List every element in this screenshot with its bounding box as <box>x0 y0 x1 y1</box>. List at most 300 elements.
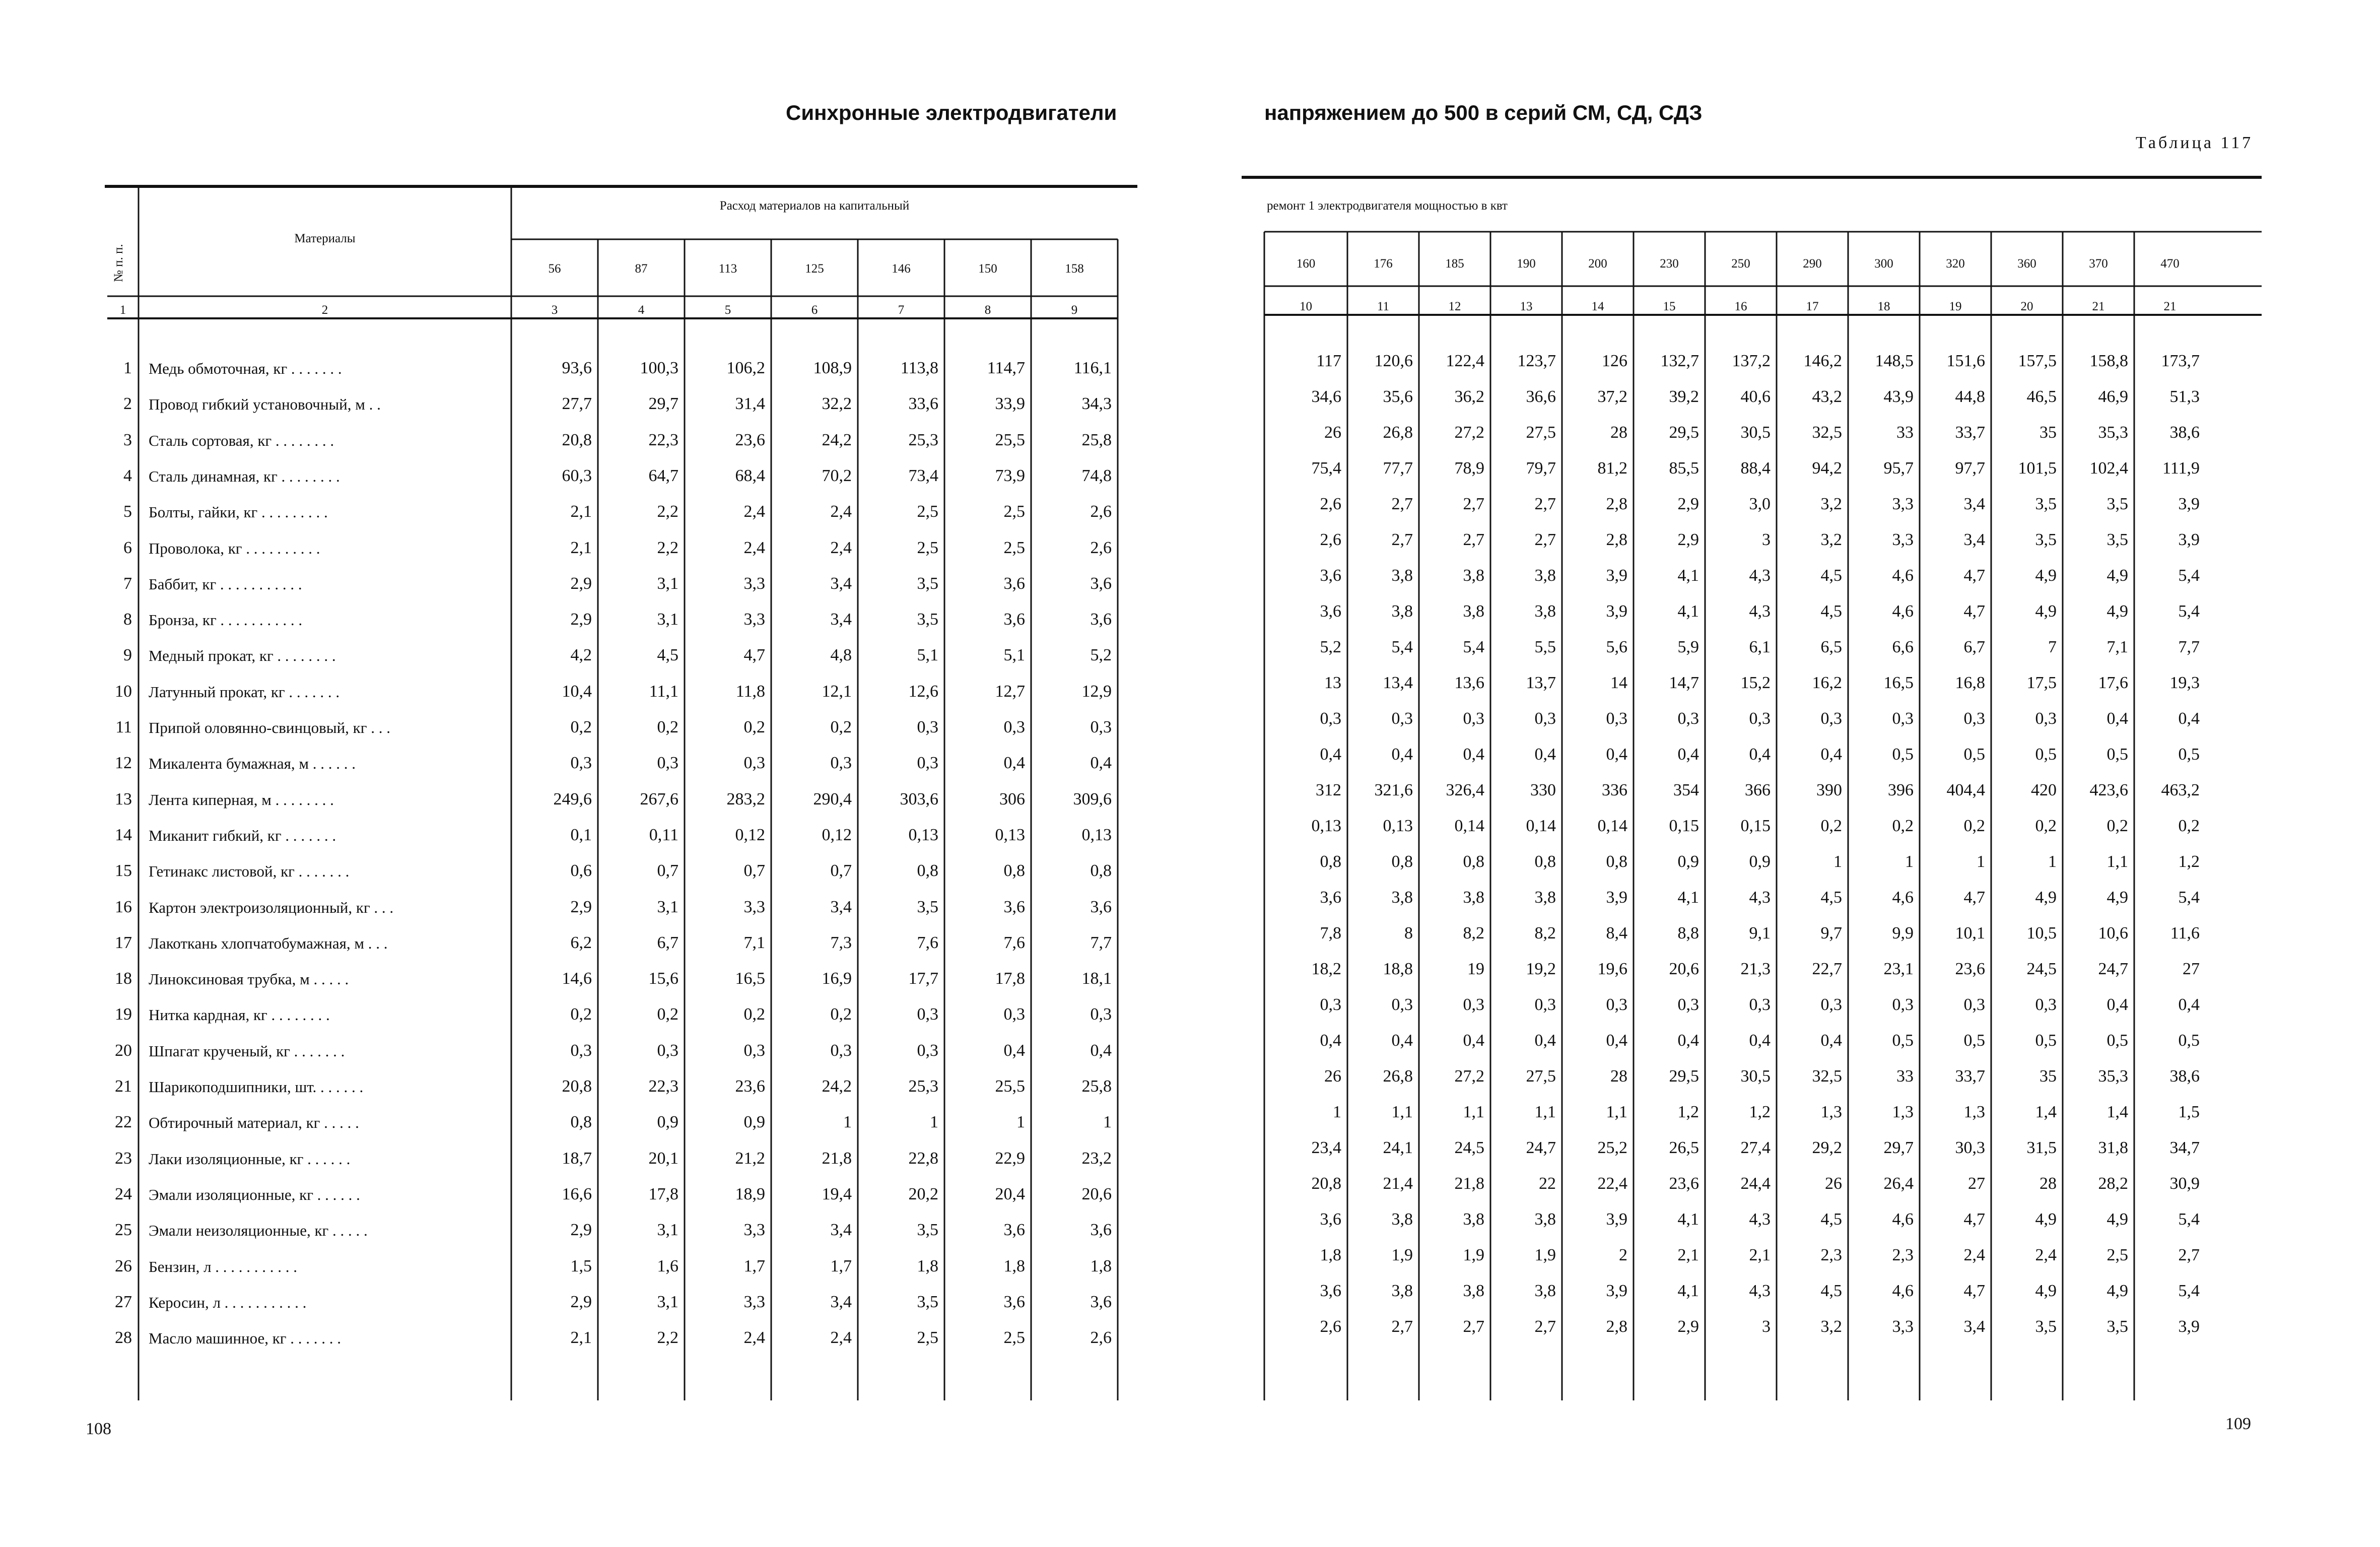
row-number: 10 <box>115 682 132 701</box>
table-cell: 404,4 <box>1946 781 1985 799</box>
table-cell: 31,8 <box>2098 1138 2128 1157</box>
table-cell: 2,9 <box>570 897 592 916</box>
table-cell: 0,4 <box>1090 1041 1112 1060</box>
table-cell: 2,9 <box>1677 1317 1699 1336</box>
material-name: Линоксиновая трубка, м . . . . . <box>149 970 349 988</box>
table-cell: 21,8 <box>822 1149 852 1168</box>
table-cell: 1,8 <box>1090 1256 1112 1275</box>
material-name: Картон электроизоляционный, кг . . . <box>149 898 394 916</box>
table-cell: 1,5 <box>2178 1103 2200 1121</box>
table-cell: 5,6 <box>1606 638 1627 656</box>
table-cell: 0,4 <box>1820 745 1842 764</box>
table-cell: 7,1 <box>743 933 765 952</box>
table-cell: 0,4 <box>1677 745 1699 764</box>
table-cell: 336 <box>1602 781 1627 799</box>
table-cell: 3,9 <box>1606 888 1627 907</box>
header-colnum: 3 <box>551 303 558 317</box>
table-cell: 10,1 <box>1955 924 1985 943</box>
table-cell: 3,3 <box>743 1292 765 1311</box>
table-cell: 0,8 <box>1320 852 1341 871</box>
table-cell: 0,3 <box>570 1041 592 1060</box>
table-cell: 38,6 <box>2169 423 2200 442</box>
table-cell: 0,11 <box>649 825 678 844</box>
table-cell: 20,6 <box>1081 1184 1112 1203</box>
table-cell: 4,7 <box>1963 1282 1985 1300</box>
table-cell: 1,8 <box>1003 1256 1025 1275</box>
table-cell: 10,5 <box>2026 924 2057 943</box>
table-cell: 6,7 <box>1963 638 1985 656</box>
table-cell: 3,1 <box>657 897 678 916</box>
table-cell: 14,6 <box>562 969 592 988</box>
table-cell: 0,15 <box>1669 817 1699 835</box>
table-cell: 8,2 <box>1463 924 1484 943</box>
table-cell: 13,6 <box>1454 674 1484 692</box>
table-cell: 0,14 <box>1454 817 1484 835</box>
material-name: Керосин, л . . . . . . . . . . . <box>149 1293 307 1311</box>
row-number: 4 <box>123 466 132 485</box>
header-power: 56 <box>548 262 561 276</box>
table-cell: 4,6 <box>1892 566 1914 585</box>
table-cell: 2,8 <box>1606 1317 1627 1336</box>
table-cell: 14 <box>1610 674 1627 692</box>
row-number: 28 <box>115 1328 132 1348</box>
table-cell: 0,3 <box>1534 709 1556 728</box>
table-cell: 3,1 <box>657 610 678 629</box>
table-cell: 0,14 <box>1526 817 1556 835</box>
table-cell: 0,8 <box>1090 861 1112 881</box>
table-cell: 330 <box>1530 781 1556 799</box>
row-number: 27 <box>115 1292 132 1311</box>
table-cell: 2,7 <box>1534 495 1556 513</box>
table-cell: 6,1 <box>1749 638 1771 656</box>
table-cell: 18,1 <box>1081 969 1112 988</box>
table-cell: 24,5 <box>1454 1138 1484 1157</box>
table-cell: 4,7 <box>1963 888 1985 907</box>
table-cell: 27 <box>2183 960 2200 978</box>
table-cell: 4,5 <box>1820 566 1842 585</box>
row-number: 2 <box>123 394 132 414</box>
table-cell: 366 <box>1745 781 1771 799</box>
table-cell: 24,2 <box>822 430 852 449</box>
header-colnum: 15 <box>1663 300 1676 313</box>
table-cell: 0,8 <box>1003 861 1025 881</box>
material-name: Лаки изоляционные, кг . . . . . . <box>149 1150 351 1168</box>
header-colnum: 17 <box>1806 300 1819 313</box>
table-cell: 0,7 <box>830 861 852 881</box>
table-cell: 137,2 <box>1732 352 1771 370</box>
table-cell: 4,9 <box>2035 602 2057 621</box>
table-cell: 0,4 <box>1391 1031 1413 1050</box>
material-name: Латунный прокат, кг . . . . . . . <box>149 683 340 701</box>
table-cell: 29,2 <box>1812 1138 1842 1157</box>
table-cell: 3,3 <box>743 610 765 629</box>
table-cell: 1,2 <box>1749 1103 1771 1121</box>
table-cell: 0,5 <box>2106 1031 2128 1050</box>
table-cell: 64,7 <box>648 466 678 485</box>
table-cell: 173,7 <box>2161 352 2200 370</box>
table-cell: 4,1 <box>1677 1282 1699 1300</box>
table-cell: 0,4 <box>1749 1031 1771 1050</box>
material-name: Эмали неизоляционные, кг . . . . . <box>149 1222 368 1240</box>
table-cell: 0,5 <box>2106 745 2128 764</box>
table-cell: 1,6 <box>657 1256 678 1275</box>
table-cell: 0,4 <box>1320 1031 1341 1050</box>
table-cell: 2,7 <box>1463 530 1484 549</box>
table-cell: 4,7 <box>743 646 765 665</box>
table-cell: 101,5 <box>2018 459 2057 478</box>
header-colnum: 6 <box>811 303 818 317</box>
table-cell: 3,6 <box>1003 574 1025 593</box>
table-cell: 2,5 <box>917 538 938 557</box>
table-cell: 0,3 <box>1749 709 1771 728</box>
table-cell: 30,5 <box>1740 1067 1771 1086</box>
table-cell: 0,4 <box>1749 745 1771 764</box>
table-cell: 26 <box>1324 423 1341 442</box>
header-colnum: 5 <box>724 303 731 317</box>
table-cell: 4,7 <box>1963 602 1985 621</box>
table-cell: 3,1 <box>657 1221 678 1240</box>
header-colnum: 13 <box>1520 300 1533 313</box>
table-cell: 3,8 <box>1391 888 1413 907</box>
table-cell: 26 <box>1324 1067 1341 1086</box>
table-cell: 3,5 <box>917 574 938 593</box>
table-cell: 7,8 <box>1320 924 1341 943</box>
table-cell: 0,9 <box>657 1113 678 1132</box>
table-cell: 38,6 <box>2169 1067 2200 1086</box>
table-cell: 6,6 <box>1892 638 1914 656</box>
table-cell: 33,7 <box>1955 1067 1985 1086</box>
table-cell: 1,9 <box>1463 1246 1484 1264</box>
table-cell: 4,6 <box>1892 1210 1914 1229</box>
table-cell: 3,5 <box>2106 495 2128 513</box>
table-cell: 0,9 <box>1749 852 1771 871</box>
table-cell: 2,5 <box>1003 1328 1025 1348</box>
table-cell: 12,7 <box>995 682 1025 701</box>
table-cell: 0,3 <box>2035 995 2057 1014</box>
table-cell: 2,4 <box>830 538 852 557</box>
table-cell: 3,8 <box>1391 566 1413 585</box>
header-power: 250 <box>1731 257 1750 271</box>
row-number: 16 <box>115 897 132 916</box>
table-cell: 148,5 <box>1875 352 1914 370</box>
table-cell: 0,4 <box>1677 1031 1699 1050</box>
table-cell: 111,9 <box>2162 459 2200 478</box>
table-cell: 26 <box>1825 1174 1842 1193</box>
table-cell: 3,5 <box>917 1292 938 1311</box>
table-cell: 16,5 <box>1883 674 1914 692</box>
table-cell: 3,6 <box>1090 897 1112 916</box>
table-cell: 2,7 <box>1463 495 1484 513</box>
table-cell: 2,1 <box>570 538 592 557</box>
table-cell: 0,4 <box>1534 1031 1556 1050</box>
table-cell: 95,7 <box>1883 459 1914 478</box>
table-cell: 4,6 <box>1892 602 1914 621</box>
table-cell: 2,7 <box>1534 530 1556 549</box>
table-cell: 20,8 <box>562 430 592 449</box>
table-cell: 22 <box>1539 1174 1556 1193</box>
table-cell: 0,12 <box>822 825 852 844</box>
table-cell: 4,9 <box>2106 1210 2128 1229</box>
table-cell: 13 <box>1324 674 1341 692</box>
table-cell: 18,2 <box>1311 960 1341 978</box>
table-cell: 1 <box>843 1113 852 1132</box>
table-cell: 0,5 <box>1963 745 1985 764</box>
table-cell: 0,3 <box>1463 709 1484 728</box>
table-cell: 3,9 <box>1606 1210 1627 1229</box>
table-cell: 0,13 <box>908 825 938 844</box>
table-cell: 35 <box>2039 423 2057 442</box>
table-cell: 0,5 <box>1963 1031 1985 1050</box>
table-cell: 12,6 <box>908 682 938 701</box>
table-cell: 1,1 <box>1534 1103 1556 1121</box>
material-name: Масло машинное, кг . . . . . . . <box>149 1329 342 1348</box>
table-cell: 34,6 <box>1311 387 1341 406</box>
header-materials: Материалы <box>294 232 356 245</box>
table-cell: 0,4 <box>2178 995 2200 1014</box>
header-power: 370 <box>2089 257 2108 271</box>
table-cell: 312 <box>1316 781 1341 799</box>
table-cell: 1,3 <box>1963 1103 1985 1121</box>
table-cell: 85,5 <box>1669 459 1699 478</box>
header-colnum: 7 <box>898 303 905 317</box>
table-cell: 9,7 <box>1820 924 1842 943</box>
row-number: 17 <box>115 933 132 952</box>
table-cell: 5,2 <box>1090 646 1112 665</box>
table-cell: 3,8 <box>1391 1282 1413 1300</box>
material-name: Микалента бумажная, м . . . . . . <box>149 755 356 773</box>
table-cell: 17,8 <box>648 1184 678 1203</box>
table-cell: 3,4 <box>1963 495 1985 513</box>
table-cell: 4,3 <box>1749 888 1771 907</box>
page-number-left: 108 <box>86 1420 111 1438</box>
table-cell: 1 <box>2048 852 2057 871</box>
table-cell: 0,2 <box>743 1005 765 1024</box>
table-cell: 108,9 <box>813 359 852 377</box>
table-cell: 5,4 <box>1391 638 1413 656</box>
table-cell: 32,5 <box>1812 423 1842 442</box>
table-cell: 0,3 <box>917 1041 938 1060</box>
table-cell: 132,7 <box>1660 352 1699 370</box>
table-cell: 17,5 <box>2026 674 2057 692</box>
caption-right: ремонт 1 электродвигателя мощностью в квт <box>1267 199 1508 213</box>
table-cell: 68,4 <box>735 466 765 485</box>
table-cell: 0,4 <box>1003 1041 1025 1060</box>
table-cell: 0,12 <box>735 825 765 844</box>
row-number: 8 <box>123 610 132 629</box>
table-cell: 11,8 <box>735 682 765 701</box>
table-cell: 3,1 <box>657 574 678 593</box>
material-name: Провод гибкий установочный, м . . <box>149 395 381 414</box>
row-number: 11 <box>115 718 132 736</box>
table-cell: 2,9 <box>570 1292 592 1311</box>
table-cell: 39,2 <box>1669 387 1699 406</box>
table-cell: 25,3 <box>908 430 938 449</box>
table-cell: 1,3 <box>1820 1103 1842 1121</box>
table-cell: 4,5 <box>657 646 678 665</box>
table-cell: 27,2 <box>1454 423 1484 442</box>
table-cell: 463,2 <box>2161 781 2200 799</box>
table-cell: 3,2 <box>1820 1317 1842 1336</box>
table-cell: 6,2 <box>570 933 592 952</box>
table-cell: 22,3 <box>648 1077 678 1096</box>
table-cell: 2,9 <box>1677 495 1699 513</box>
table-cell: 3,1 <box>657 1292 678 1311</box>
header-power: 320 <box>1946 257 1965 271</box>
table-cell: 3,6 <box>1090 574 1112 593</box>
table-cell: 3,6 <box>1090 1292 1112 1311</box>
table-cell: 28 <box>2039 1174 2057 1193</box>
table-cell: 22,4 <box>1597 1174 1627 1193</box>
material-name: Медный прокат, кг . . . . . . . . <box>149 647 336 665</box>
table-cell: 23,6 <box>1669 1174 1699 1193</box>
header-power: 360 <box>2017 257 2036 271</box>
caption-left: Расход материалов на капитальный <box>719 199 910 213</box>
table-cell: 0,2 <box>2106 817 2128 835</box>
material-name: Обтирочный материал, кг . . . . . <box>149 1114 359 1132</box>
table-cell: 0,3 <box>917 754 938 773</box>
table-cell: 1 <box>1905 852 1914 871</box>
table-cell: 2,4 <box>830 502 852 521</box>
table-cell: 32,5 <box>1812 1067 1842 1086</box>
table-cell: 2,4 <box>1963 1246 1985 1264</box>
table-cell: 1,5 <box>570 1256 592 1275</box>
table-cell: 3,4 <box>830 897 852 916</box>
table-cell: 309,6 <box>1073 789 1112 809</box>
table-cell: 0,3 <box>1391 709 1413 728</box>
table-cell: 44,8 <box>1955 387 1985 406</box>
table-cell: 60,3 <box>562 466 592 485</box>
table-cell: 0,2 <box>570 718 592 736</box>
table-cell: 3,6 <box>1090 1221 1112 1240</box>
table-cell: 33 <box>1896 1067 1914 1086</box>
table-cell: 3,6 <box>1003 1221 1025 1240</box>
table-cell: 3,8 <box>1463 566 1484 585</box>
table-cell: 28 <box>1610 1067 1627 1086</box>
table-cell: 4,5 <box>1820 888 1842 907</box>
table-cell: 114,7 <box>987 359 1025 377</box>
table-cell: 4,8 <box>830 646 852 665</box>
table-cell: 24,5 <box>2026 960 2057 978</box>
header-power: 125 <box>805 262 824 276</box>
table-cell: 2,7 <box>1391 495 1413 513</box>
table-cell: 4,9 <box>2035 1210 2057 1229</box>
table-cell: 0,4 <box>1391 745 1413 764</box>
material-name: Медь обмоточная, кг . . . . . . . <box>149 360 342 377</box>
table-cell: 8,4 <box>1606 924 1627 943</box>
table-cell: 0,4 <box>1003 754 1025 773</box>
table-cell: 2,6 <box>1090 538 1112 557</box>
table-cell: 0,3 <box>1391 995 1413 1014</box>
table-cell: 1,1 <box>1391 1103 1413 1121</box>
table-cell: 4,9 <box>2106 888 2128 907</box>
table-cell: 0,2 <box>2178 817 2200 835</box>
table-cell: 3 <box>1762 530 1771 549</box>
table-cell: 0,4 <box>1820 1031 1842 1050</box>
table-cell: 0,8 <box>917 861 938 881</box>
table-cell: 4,7 <box>1963 566 1985 585</box>
table-cell: 0,5 <box>2035 745 2057 764</box>
material-name: Эмали изоляционные, кг . . . . . . <box>149 1185 360 1203</box>
table-cell: 157,5 <box>2018 352 2057 370</box>
table-cell: 4,6 <box>1892 1282 1914 1300</box>
table-cell: 0,2 <box>657 1005 678 1024</box>
table-cell: 24,7 <box>1526 1138 1556 1157</box>
table-cell: 21,4 <box>1383 1174 1413 1193</box>
table-cell: 11,6 <box>2170 924 2200 943</box>
row-number: 19 <box>115 1005 132 1024</box>
table-cell: 33 <box>1896 423 1914 442</box>
row-number: 26 <box>115 1256 132 1275</box>
table-cell: 3,8 <box>1463 602 1484 621</box>
table-cell: 0,3 <box>743 1041 765 1060</box>
table-cell: 0,5 <box>1892 745 1914 764</box>
table-cell: 7 <box>2048 638 2057 656</box>
table-cell: 25,3 <box>908 1077 938 1096</box>
table-cell: 0,3 <box>1534 995 1556 1014</box>
material-name: Проволока, кг . . . . . . . . . . <box>149 539 320 557</box>
table-cell: 19 <box>1467 960 1484 978</box>
header-colnum: 12 <box>1448 300 1461 313</box>
table-cell: 0,2 <box>1820 817 1842 835</box>
header-colnum: 4 <box>638 303 645 317</box>
table-cell: 1,7 <box>743 1256 765 1275</box>
header-power: 176 <box>1374 257 1393 271</box>
table-cell: 4,5 <box>1820 1210 1842 1229</box>
table-cell: 4,9 <box>2035 566 2057 585</box>
table-cell: 73,9 <box>995 466 1025 485</box>
table-cell: 14,7 <box>1669 674 1699 692</box>
table-cell: 0,3 <box>570 754 592 773</box>
table-cell: 0,4 <box>1090 754 1112 773</box>
table-cell: 27,2 <box>1454 1067 1484 1086</box>
table-cell: 0,3 <box>657 754 678 773</box>
table-cell: 5,5 <box>1534 638 1556 656</box>
header-colnum: 18 <box>1877 300 1890 313</box>
table-cell: 31,4 <box>735 394 765 414</box>
table-cell: 3,9 <box>2178 1317 2200 1336</box>
table-cell: 0,1 <box>570 825 592 844</box>
table-cell: 30,3 <box>1955 1138 1985 1157</box>
table-cell: 3,6 <box>1003 1292 1025 1311</box>
row-number: 18 <box>115 969 132 988</box>
material-name: Лента киперная, м . . . . . . . . <box>149 790 334 809</box>
table-cell: 27 <box>1968 1174 1985 1193</box>
table-cell: 1 <box>1333 1103 1341 1121</box>
table-cell: 13,4 <box>1383 674 1413 692</box>
table-cell: 2,5 <box>917 502 938 521</box>
table-cell: 16,9 <box>822 969 852 988</box>
table-cell: 16,2 <box>1812 674 1842 692</box>
table-cell: 7,3 <box>830 933 852 952</box>
header-colnum: 20 <box>2020 300 2033 313</box>
table-cell: 25,5 <box>995 1077 1025 1096</box>
table-cell: 2,5 <box>1003 502 1025 521</box>
table-cell: 3,9 <box>1606 1282 1627 1300</box>
table-cell: 20,1 <box>648 1149 678 1168</box>
table-cell: 113,8 <box>900 359 938 377</box>
table-cell: 0,8 <box>570 1113 592 1132</box>
table-cell: 16,8 <box>1955 674 1985 692</box>
table-cell: 2,1 <box>570 502 592 521</box>
table-cell: 22,8 <box>908 1149 938 1168</box>
table-cell: 326,4 <box>1446 781 1484 799</box>
row-number: 25 <box>115 1221 132 1240</box>
table-cell: 29,5 <box>1669 1067 1699 1086</box>
table-cell: 29,7 <box>1883 1138 1914 1157</box>
table-cell: 1,2 <box>2178 852 2200 871</box>
table-cell: 1,9 <box>1391 1246 1413 1264</box>
table-cell: 4,3 <box>1749 602 1771 621</box>
